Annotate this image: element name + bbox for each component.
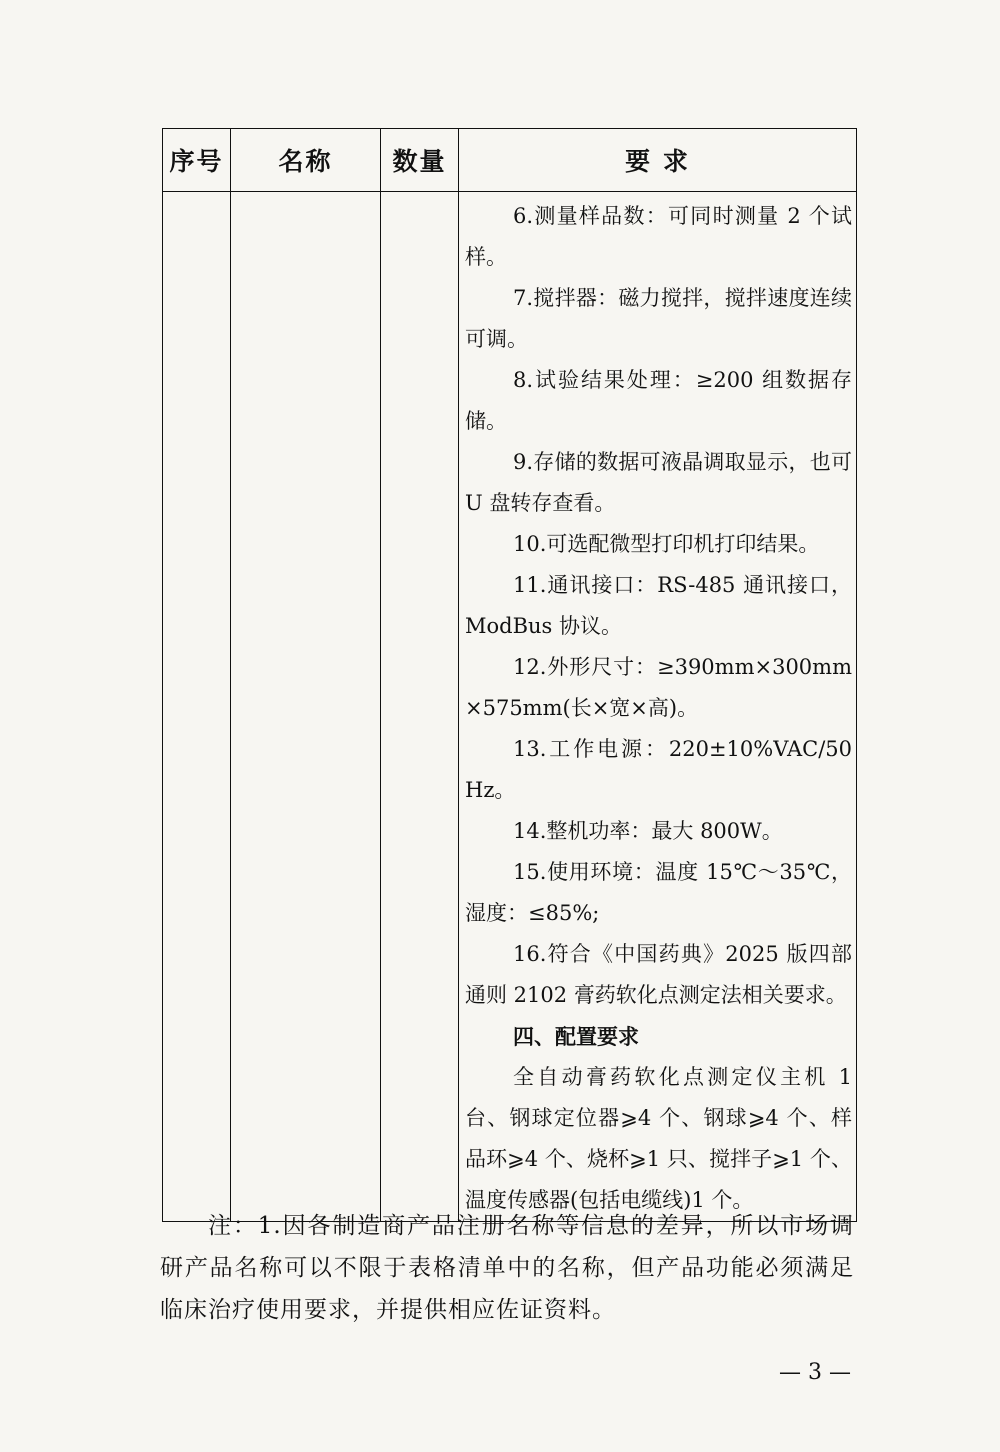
requirement-item: 14.整机功率：最大 800W。: [513, 819, 783, 843]
table-row: [163, 192, 857, 1222]
table-header-row: [163, 129, 857, 192]
requirement-item: 7.搅拌器：磁力搅拌，搅拌速度连续可调。: [465, 286, 852, 351]
requirement-item: 11.通讯接口：RS-485 通讯接口，ModBus 协议。: [465, 573, 852, 638]
cell-quantity: [381, 192, 459, 1222]
cell-index: [163, 192, 231, 1222]
requirement-item: 13.工作电源：220±10%VAC/50Hz。: [465, 737, 852, 802]
requirement-item: 10.可选配微型打印机打印结果。: [513, 532, 820, 556]
requirement-item: 15.使用环境：温度 15℃～35℃，湿度：≤85%;: [465, 860, 852, 925]
requirement-item: 全自动膏药软化点测定仪主机 1 台、钢球定位器⩾4 个、钢球⩾4 个、样品环⩾4 个、烧杯⩾1 只、搅拌子⩾1 个、温度传感器(包括电缆线)1 个。: [465, 1065, 852, 1212]
requirement-item: 16.符合《中国药典》2025 版四部通则 2102 膏药软化点测定法相关要求。: [465, 942, 852, 1007]
header-name: 名称: [231, 129, 381, 192]
header-quantity: 数量: [381, 129, 459, 192]
requirements-list: [465, 196, 852, 1221]
header-requirements: 要 求: [459, 129, 857, 192]
requirement-item: 9.存储的数据可液晶调取显示，也可 U 盘转存查看。: [465, 450, 852, 515]
section-heading: 四、配置要求: [513, 1024, 639, 1049]
requirement-item: 12.外形尺寸：≥390mm×300mm×575mm(长×宽×高)。: [465, 655, 852, 720]
requirement-item: 6.测量样品数：可同时测量 2 个试样。: [465, 204, 852, 269]
cell-name: [231, 192, 381, 1222]
header-index: 序号: [163, 129, 231, 192]
requirement-item: 8.试验结果处理：≥200 组数据存储。: [465, 368, 852, 433]
requirements-table: [162, 128, 857, 1222]
page-number: — 3 —: [779, 1360, 851, 1385]
cell-requirements: [459, 192, 857, 1222]
footnote: 注：1.因各制造商产品注册名称等信息的差异，所以市场调研产品名称可以不限于表格清单中的名称，但产品功能必须满足临床治疗使用要求，并提供相应佐证资料。: [160, 1213, 854, 1323]
